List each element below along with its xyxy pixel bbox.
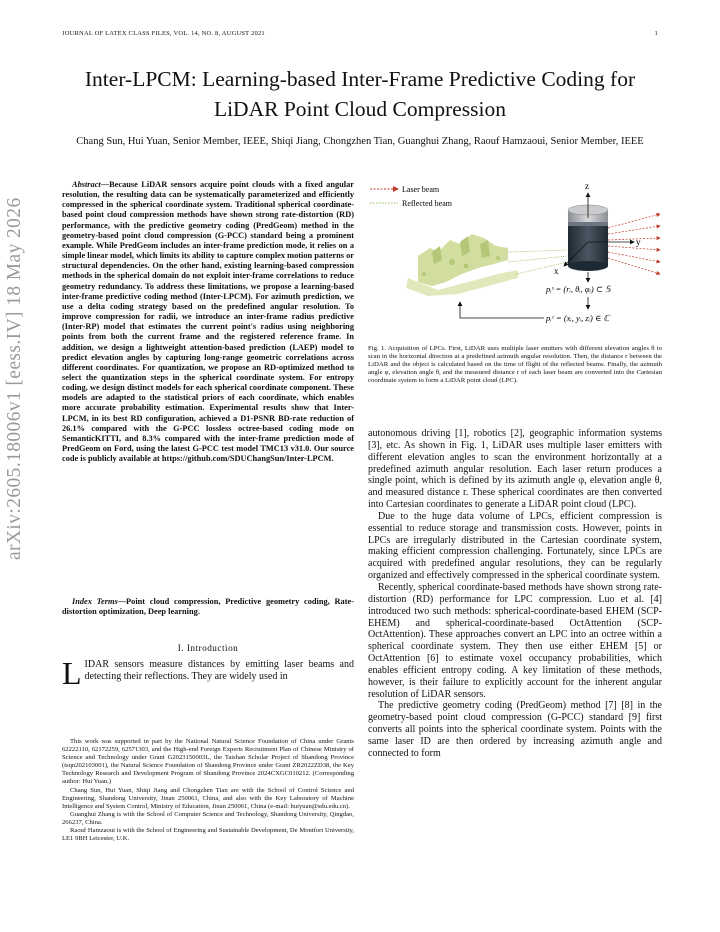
footnote-affiliation-2: Guanghui Zhang is with the School of Computer Science and Technology, Shandong University, Qingdao, 266237, China. bbox=[62, 810, 354, 826]
footnotes bbox=[62, 738, 354, 843]
intro-text: IDAR sensors measure distances by emitting laser beams and detecting their reflections. They are widely used in bbox=[84, 659, 354, 682]
journal-name: JOURNAL OF LATEX CLASS FILES, VOL. 14, NO. 8, AUGUST 2021 bbox=[62, 30, 265, 37]
point-cloud-icon bbox=[406, 234, 518, 296]
axis-y-label: y bbox=[636, 237, 641, 247]
page-number: 1 bbox=[654, 30, 658, 37]
abstract-text: —Because LiDAR sensors acquire point clouds with a fixed angular resolution, the resulting data can be systematically parameterized and efficiently compressed in the spherical coordinate system. Traditional spherical coordinate-based point cloud compression methods have shown strong rate-distortion (RD) performance, with the predictive geometry coding (PredGeom) method in the geometry-based point cloud compression (G-PCC) standard being a prominent example. While PredGeom includes an inter-frame prediction mode, it relies on a simple linear model, which limits its ability to capture complex motion patterns or structural dependencies. On the other hand, existing learning-based compression methods in the spherical domain do not exploit inter-frame correlations to reduce geometry redundancy. To address these limitations, we propose a learning-based inter-frame predictive coding method (Inter-LPCM). For azimuth prediction, we use a delta coding strategy based on the predefined angular resolution. To improve compression for radii, we introduce an inter-frame radius predictive (Inter-RP) model that estimates the current point's radius using neighboring points from both the current frame and the registered reference frame. In addition, we design a lightweight attention-based prediction (LAEP) model to predict elevation angles by capturing long-range geometric correlations across different coordinates. For quantization, we propose an RD-optimized method to select the quantization steps in the spherical coordinate system. For entropy coding, we design distinct models for each spherical coordinate component. These models are adapted to the statistical priors of each coordinate, which enables more accurate probability estimation. Experimental results show that Inter-LPCM, in its best RD configuration, achieved a D1-PSNR BD-rate reduction of 26.1% compared with the G-PCC lossless octree-based coding mode on SemanticKITTI, and 8.3% compared with the inter-frame prediction mode of PredGeom on Ford, using the latest G-PCC test model TMC13 v31.0. Our source code is publicly available at https://github.com/SDUChangSun/Inter-LPCM. bbox=[62, 180, 354, 464]
figure-caption: Fig. 1. Acquisition of LPCs. First, LiDAR uses multiple laser emitters with different elevation angles θ to scan in the horizontal direction at a predefined azimuth angular resolution. Then, the distance r between the LiDAR and the object is calculated based on the time of flight of the reflected beams. Finally, the azimuth angle φ, elevation angle θ, and the measured distance r of each laser beam are converted into the Cartesian coordinate system to form a LiDAR point cloud (LPC). bbox=[368, 345, 662, 385]
axis-z-label: z bbox=[585, 181, 589, 191]
footnote-affiliation-3: Raouf Hamzaoui is with the School of Engineering and Sustainable Development, De Montfort University, LE1 9BH Leicester, U.K. bbox=[62, 827, 354, 843]
body-paragraph: Recently, spherical coordinate-based methods have shown strong rate-distortion (RD) performance for LPC compression. Luo et al. [4] introduced two such methods: spherical-coordinate-based EHEM (SCP-EHEM) and spherical-coordinate-based OctAttention (SCP-OctAttention). These approaches convert an LPC into an octree within a spherical coordinate system. They then use either EHEM [5] or OctAttention [6] to estimate voxel occupancy probabilities, which enables efficient entropy coding. A key limitation of these methods, however, is their failure to explicitly account for the inherent angular resolution of LiDAR sensors. bbox=[368, 581, 662, 700]
running-header bbox=[62, 30, 658, 37]
index-terms-label: Index Terms bbox=[72, 597, 118, 606]
paper-title: Inter-LPCM: Learning-based Inter-Frame Predictive Coding for LiDAR Point Cloud Compression bbox=[84, 67, 636, 121]
body-paragraph: Due to the huge data volume of LPCs, efficient compression is essential to reduce storage and transmission costs. However, points in LPCs are irregularly distributed in the Cartesian coordinate system, making efficient compression challenging. Fortunately, since LPCs are acquired with predefined angular resolutions, they can be regularly organized and effectively compressed in the spherical coordinate system. bbox=[368, 510, 662, 582]
body-text bbox=[368, 428, 662, 760]
axis-x-label: x bbox=[554, 266, 559, 276]
equation-cartesian: pᵢᶜ = (xᵢ, yᵢ, zᵢ) ∈ ℂ bbox=[546, 313, 610, 323]
intro-paragraph bbox=[62, 655, 354, 691]
index-terms bbox=[62, 597, 354, 617]
author-list: Chang Sun, Hui Yuan, Senior Member, IEEE, Shiqi Jiang, Chongzhen Tian, Guanghui Zhang, Raouf Hamzaoui, Senior Member, IEEE bbox=[76, 136, 644, 147]
index-terms-text: —Point cloud compression, Predictive geometry coding, Rate-distortion optimization, Deep learning. bbox=[62, 597, 354, 617]
legend-reflected: Reflected beam bbox=[402, 199, 452, 208]
footnote-affiliation-1: Chang Sun, Hui Yuan, Shiqi Jiang and Chongzhen Tian are with the School of Control Science and Engineering, Shandong University, Jinan 250061, China, and also with the Key Laboratory of Machine Intelligence and System Control, Ministry of Education, Jinan 250061, China (e-mail: huiyuan@sdu.edu.cn). bbox=[62, 786, 354, 810]
arxiv-stamp[interactable]: arXiv:2605.18006v1 [eess.IV] 18 May 2026 bbox=[4, 197, 25, 560]
body-paragraph: The predictive geometry coding (PredGeom) method [7] [8] in the geometry-based point cloud compression (G-PCC) standard [9] first converts all points into the spherical coordinate system. Points with the same laser ID are then ordered by increasing azimuth angle and connected to form bbox=[368, 700, 662, 759]
section-heading: I. Introduction bbox=[177, 643, 239, 653]
drop-cap: L bbox=[62, 655, 82, 691]
footnote-funding: This work was supported in part by the National Natural Science Foundation of China under Grants 62222110, 62172259, 62571303, and the High-end Foreign Experts Recruitment Plan of Chinese Ministry of Science and Technology under Grant G2023150003L, the Taishan Scholar Project of Shandong Province (tsqn202103001), the Natural Science Foundation of Shandong Province under Grant ZR2022ZD38, the Key Technology Research and Development Program of Shandong Province 2024CXGC010212. (Corresponding author: Hui Yuan.) bbox=[62, 738, 354, 786]
legend-laser: Laser beam bbox=[402, 185, 440, 194]
body-paragraph: autonomous driving [1], robotics [2], geographic information systems [3], etc. As shown in Fig. 1, LiDAR uses multiple laser emitters with different elevation angles to scan the environment horizontally at a predefined azimuth angular resolution. Each laser return produces a single point, which is defined by its azimuth angle φ, elevation angle θ, and measured distance r. These spherical coordinates are then converted into Cartesian coordinates to generate a LiDAR point cloud (LPC). bbox=[368, 428, 662, 511]
equation-spherical: pᵢˢ = (rᵢ, θᵢ, φᵢ) ⊂ 𝕊 bbox=[546, 284, 611, 294]
abstract bbox=[62, 180, 354, 464]
abstract-label: Abstract bbox=[72, 180, 101, 189]
figure-lidar-acquisition bbox=[368, 178, 662, 338]
